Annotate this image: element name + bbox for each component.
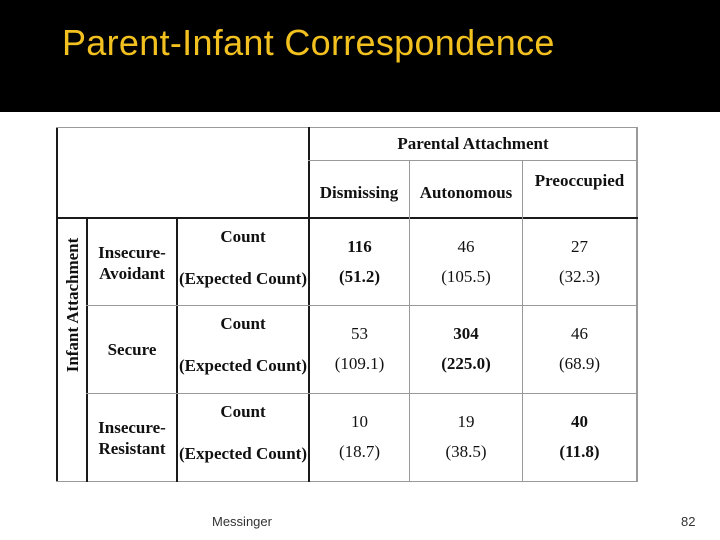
col-header-preoccupied: Preoccupied	[534, 170, 625, 190]
expected-count-value: (11.8)	[559, 442, 600, 461]
count-label: Count	[220, 313, 266, 333]
column-group-header: Parental Attachment	[397, 134, 549, 153]
slide-title: Parent-Infant Correspondence	[62, 22, 555, 63]
expected-count-label: (Expected Count)	[179, 355, 307, 375]
expected-count-value: (105.5)	[441, 267, 491, 286]
expected-count-value: (18.7)	[338, 442, 381, 461]
count-label: Count	[220, 401, 266, 421]
expected-count-value: (32.3)	[558, 267, 601, 286]
expected-count-label: (Expected Count)	[179, 443, 307, 463]
table-border-bottom	[56, 481, 638, 482]
title-bar	[0, 0, 720, 112]
count-value: 27	[571, 237, 588, 256]
expected-count-value: (51.2)	[338, 267, 381, 286]
count-value: 46	[571, 324, 588, 343]
table-border-left	[56, 127, 58, 482]
row-label: Insecure-Avoidant	[98, 242, 166, 283]
col-header-autonomous: Autonomous	[419, 182, 513, 202]
row-label: Secure	[107, 340, 157, 359]
expected-count-label: (Expected Count)	[179, 268, 307, 288]
expected-count-value: (68.9)	[558, 354, 601, 373]
count-label: Count	[220, 226, 266, 246]
count-value: 46	[457, 237, 475, 256]
count-value: 53	[351, 324, 368, 343]
contingency-table	[56, 127, 638, 482]
count-value: 19	[457, 412, 475, 431]
row-group-header: Infant Attachment	[63, 237, 82, 373]
expected-count-value: (38.5)	[445, 442, 487, 461]
col-header-dismissing: Dismissing	[319, 182, 399, 202]
expected-count-value: (109.1)	[334, 354, 385, 373]
count-value: 304	[453, 324, 479, 343]
count-value: 40	[571, 412, 588, 431]
count-value: 10	[351, 412, 368, 431]
footer-author: Messinger	[212, 514, 272, 529]
count-value: 116	[347, 237, 372, 256]
row-label: Insecure-Resistant	[98, 417, 166, 458]
page-number: 82	[681, 514, 696, 529]
expected-count-value: (225.0)	[441, 354, 491, 373]
